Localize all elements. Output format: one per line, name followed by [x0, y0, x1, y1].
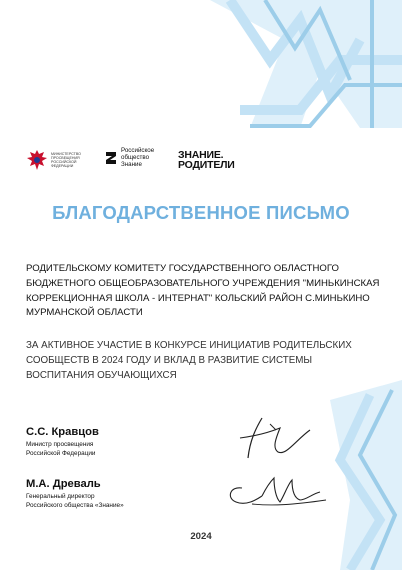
znanie-roditeli-logo: [178, 150, 235, 170]
signatory-name: М.А. Древаль: [26, 478, 101, 490]
signatory-1: [26, 426, 99, 459]
society-logo-text: Российское общество Знание: [121, 147, 155, 168]
eagle-emblem-icon: [26, 148, 48, 172]
ministry-logo: [26, 148, 97, 172]
recipient-text: РОДИТЕЛЬСКОМУ КОМИТЕТУ ГОСУДАРСТВЕННОГО ОБЛАСТНОГО БЮДЖЕТНОГО ОБЩЕОБРАЗОВАТЕЛЬНОГО УЧРЕЖДЕНИЯ "МИНЬКИНСКАЯ КОРРЕКЦИОННАЯ ШКОЛА - ИНТЕРНАТ" КОЛЬСКИЙ РАЙОН С.МИНЬКИНО МУРМАНСКОЙ ОБЛАСТИ: [26, 263, 380, 319]
znanie-logo-line1: ЗНАНИЕ.: [178, 149, 224, 161]
document-title: БЛАГОДАРСТВЕННОЕ ПИСЬМО: [52, 202, 350, 223]
society-logo: [104, 148, 165, 168]
signature-dreval: [222, 470, 332, 510]
signatory-2: [26, 478, 124, 511]
signature-kravtsov: [236, 410, 316, 460]
reason-text: ЗА АКТИВНОЕ УЧАСТИЕ В КОНКУРСЕ ИНИЦИАТИВ РОДИТЕЛЬСКИХ СООБЩЕСТВ В 2024 ГОДУ И ВКЛАД В РАЗВИТИЕ СИСТЕМЫ ВОСПИТАНИЯ ОБУЧАЮЩИХСЯ: [26, 340, 352, 381]
znanie-logo-line2: РОДИТЕЛИ: [178, 159, 235, 171]
znanie-mark-icon: [104, 150, 118, 166]
partner-logos: [26, 148, 386, 178]
ministry-logo-text: МИНИСТЕРСТВО ПРОСВЕЩЕНИЯ РОССИЙСКОЙ ФЕДЕРАЦИИ: [51, 151, 81, 169]
signatory-position: Генеральный директор Российского общества «Знание»: [26, 493, 124, 510]
signatory-position: Министр просвещения Российской Федерации: [26, 441, 96, 458]
signatory-name: С.С. Кравцов: [26, 426, 99, 438]
year-label: 2024: [190, 531, 212, 542]
